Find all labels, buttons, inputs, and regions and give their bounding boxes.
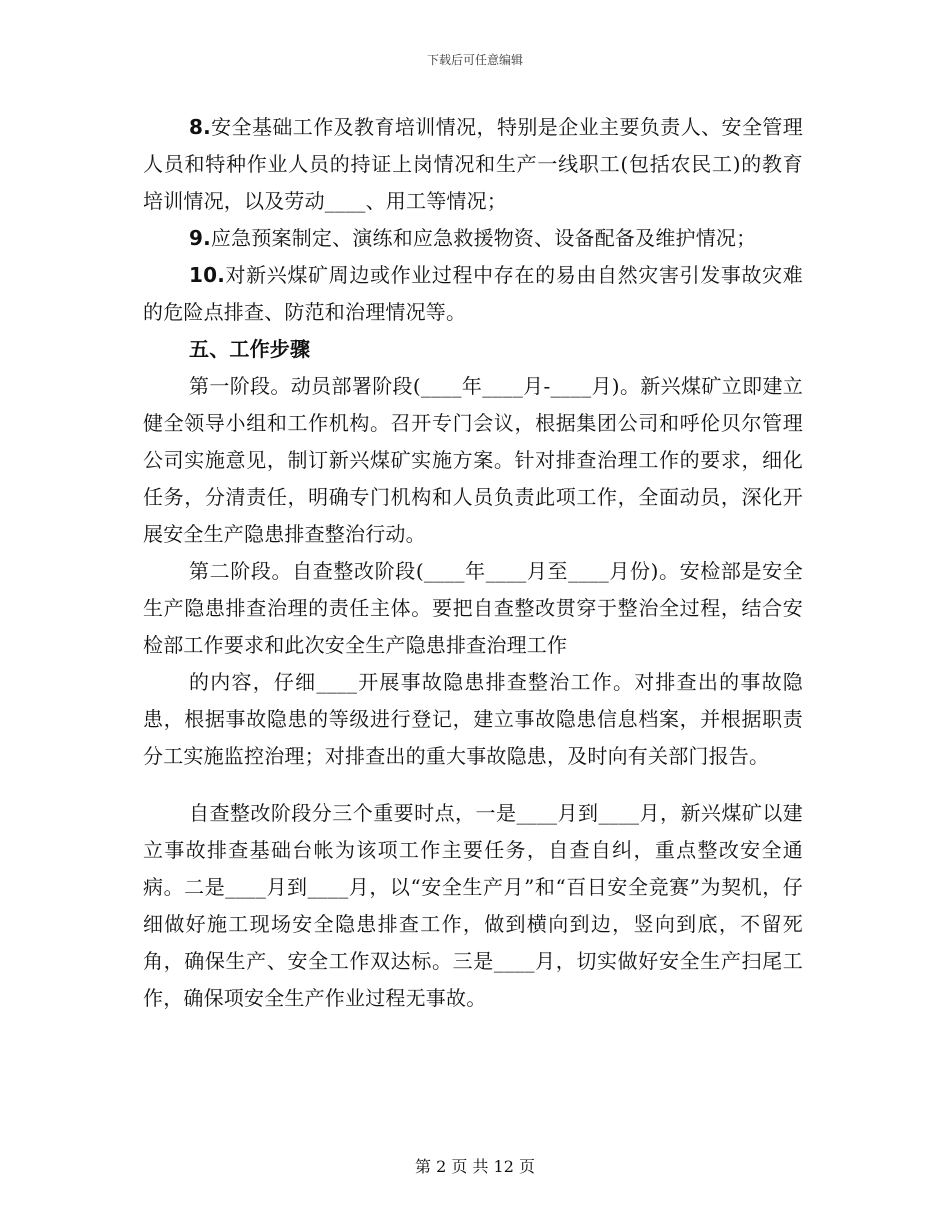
section-heading: 五、工作步骤 bbox=[189, 337, 311, 361]
list-number: 8. bbox=[189, 115, 211, 139]
page-header: 下载后可任意编辑 bbox=[426, 53, 523, 67]
list-item-8 bbox=[143, 109, 803, 220]
page-number: 第 2 页 共 12 页 bbox=[415, 1157, 535, 1176]
list-text: 安全基础工作及教育培训情况，特别是企业主要负责人、安全管理人员和特种作业人员的持证上岗情况和生产一线职工(包括农民工)的教育培训情况，以及劳动____、用工等情况； bbox=[143, 115, 803, 213]
list-number: 9. bbox=[189, 226, 211, 250]
paragraph-timepoints: 自查整改阶段分三个重要时点，一是____月到____月，新兴煤矿以建立事故排查基础台帐为该项工作主要任务，自查自纠，重点整改安全通病。二是____月到____月，以“安全生产月”和“百日安全竞赛”为契机，仔细做好施工现场安全隐患排查工作，做到横向到边，竖向到底，不留死角，确保生产、安全工作双达标。三是____月，切实做好安全生产扫尾工作，确保项安全生产作业过程无事故。 bbox=[143, 801, 803, 1010]
list-text: 对新兴煤矿周边或作业过程中存在的易由自然灾害引发事故灾难的危险点排查、防范和治理情况等。 bbox=[143, 263, 803, 324]
paragraph-stage-1: 第一阶段。动员部署阶段(____年____月-____月)。新兴煤矿立即建立健全领导小组和工作机构。召开专门会议，根据集团公司和呼伦贝尔管理公司实施意见，制订新兴煤矿实施方案。针对排查治理工作的要求，细化任务，分清责任，明确专门机构和人员负责此项工作，全面动员，深化开展安全生产隐患排查整治行动。 bbox=[143, 374, 803, 546]
list-item-10 bbox=[143, 257, 803, 331]
list-item-9 bbox=[143, 220, 803, 257]
list-text: 应急预案制定、演练和应急救援物资、设备配备及维护情况； bbox=[210, 226, 757, 250]
document-body bbox=[143, 109, 803, 1017]
list-number: 10. bbox=[189, 263, 226, 287]
paragraph-stage-2-continued: 的内容，仔细____开展事故隐患排查整治工作。对排查出的事故隐患，根据事故隐患的等级进行登记，建立事故隐患信息档案，并根据职责分工实施监控治理；对排查出的重大事故隐患，及时向有关部门报告。 bbox=[143, 670, 803, 768]
paragraph-stage-2: 第二阶段。自查整改阶段(____年____月至____月份)。安检部是安全生产隐患排查治理的责任主体。要把自查整改贯穿于整治全过程，结合安检部工作要求和此次安全生产隐患排查治理工作 bbox=[143, 559, 803, 657]
